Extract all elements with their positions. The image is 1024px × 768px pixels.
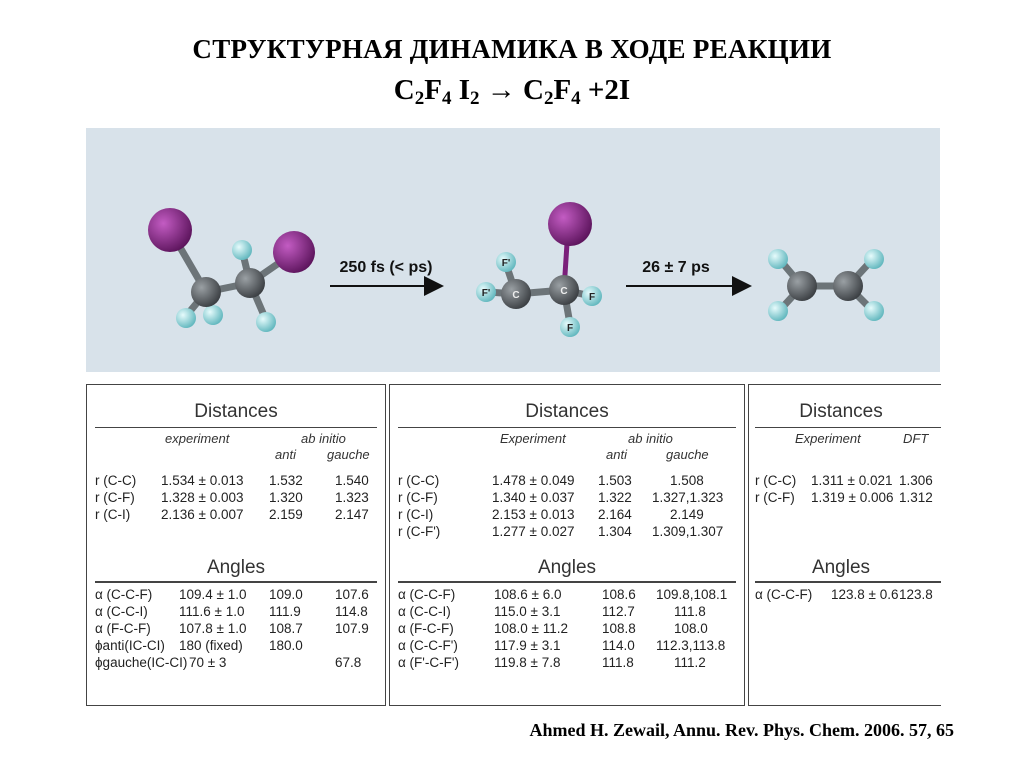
row-exp: 1.534 ± 0.013 <box>161 473 244 488</box>
row-label: α (C-C-I) <box>95 604 148 619</box>
row-anti: 108.7 <box>269 621 303 636</box>
carbon-atom <box>833 271 863 301</box>
row-label: r (C-I) <box>398 507 434 522</box>
divider <box>398 427 736 428</box>
row-exp: 2.136 ± 0.007 <box>161 507 244 522</box>
row-anti: 108.6 <box>602 587 636 602</box>
atom-label: C <box>512 290 520 301</box>
row-exp: 115.0 ± 3.1 <box>494 604 561 619</box>
row-anti: 1.503 <box>598 473 632 488</box>
molecule-product <box>768 249 884 321</box>
molecule-reactant <box>148 208 315 332</box>
product-f-subscript: 4 <box>571 88 581 109</box>
distances-header: Distances <box>799 401 883 422</box>
row-anti: 114.0 <box>602 638 635 653</box>
row-gauche: 109.8,108.1 <box>656 587 728 602</box>
table-reactant <box>86 384 386 706</box>
row-label: α (C-C-F) <box>755 587 813 602</box>
row-exp: 1.311 ± 0.021 <box>811 473 893 488</box>
divider <box>755 581 941 583</box>
row-gauche: 114.8 <box>335 604 368 619</box>
step2-label: 26 ± 7 ps <box>642 259 710 276</box>
carbon-atom <box>787 271 817 301</box>
fluorine-atom <box>176 308 196 328</box>
row-label: ϕgauche(IC-CI) <box>95 655 188 670</box>
atom-label: F' <box>501 258 511 269</box>
row-anti: 108.8 <box>602 621 636 636</box>
row-gauche: 107.9 <box>335 621 369 636</box>
row-gauche: 1.540 <box>335 473 369 488</box>
row-exp: 123.8 ± 0.6 <box>831 587 899 602</box>
row-gauche: 108.0 <box>674 621 708 636</box>
reactant-f-subscript: 4 <box>441 88 452 109</box>
row-gauche: 111.8 <box>674 604 706 619</box>
product-c-subscript: 2 <box>543 88 554 109</box>
row-exp: 111.6 ± 1.0 <box>179 604 245 619</box>
row-label: r (C-C) <box>95 473 137 488</box>
row-gauche: 112.3,113.8 <box>656 638 726 653</box>
col-abinitio: ab initio <box>628 431 673 446</box>
row-exp: 108.0 ± 11.2 <box>494 621 568 636</box>
col-gauche: gauche <box>666 447 709 462</box>
row-exp: 1.328 ± 0.003 <box>161 490 244 505</box>
angles-header: Angles <box>811 557 871 578</box>
distances-header: Distances <box>525 401 609 422</box>
row-label: α (C-C-I) <box>398 604 451 619</box>
row-dft: 1.312 <box>899 490 933 505</box>
row-exp: 1.319 ± 0.006 <box>811 490 894 505</box>
row-gauche: 1.323 <box>335 490 369 505</box>
angles-header: Angles <box>206 557 266 578</box>
row-exp: 180 (fixed) <box>179 638 243 653</box>
row-gauche: 107.6 <box>335 587 369 602</box>
row-exp: 117.9 ± 3.1 <box>494 638 561 653</box>
row-exp: 1.340 ± 0.037 <box>492 490 575 505</box>
row-gauche: 2.149 <box>670 507 704 522</box>
carbon-atom <box>191 277 221 307</box>
row-anti: 1.532 <box>269 473 303 488</box>
col-gauche: gauche <box>327 447 370 462</box>
reaction-equation <box>0 74 1024 107</box>
row-label: r (C-F) <box>755 490 795 505</box>
slide-title: СТРУКТУРНАЯ ДИНАМИКА В ХОДЕ РЕАКЦИИ <box>192 34 832 64</box>
reactant-c: C <box>393 74 415 106</box>
fluorine-atom <box>768 249 788 269</box>
row-label: α (C-C-F') <box>398 638 458 653</box>
row-label: α (F-C-F) <box>398 621 454 636</box>
atom-label: F' <box>481 288 491 299</box>
row-label: α (C-C-F) <box>95 587 153 602</box>
row-exp: 1.277 ± 0.027 <box>492 524 575 539</box>
col-dft: DFT <box>903 431 929 446</box>
row-exp: 1.478 ± 0.049 <box>492 473 575 488</box>
fluorine-atom <box>256 312 276 332</box>
col-experiment: Experiment <box>500 431 566 446</box>
row-anti: 2.164 <box>598 507 632 522</box>
row-gauche: 1.508 <box>670 473 704 488</box>
iodine-atom <box>148 208 192 252</box>
row-gauche: 67.8 <box>335 655 362 670</box>
divider <box>95 581 377 583</box>
product-f: F <box>553 74 572 106</box>
iodine-atom <box>548 202 592 246</box>
col-experiment: Experiment <box>795 431 861 446</box>
col-experiment: experiment <box>165 431 230 446</box>
reactant-i-subscript: 2 <box>469 88 480 109</box>
row-label: α (F'-C-F') <box>398 655 459 670</box>
col-abinitio: ab initio <box>301 431 346 446</box>
row-label: r (C-F) <box>95 490 135 505</box>
row-exp: 70 ± 3 <box>189 655 227 670</box>
reactant-f: F <box>424 74 442 106</box>
row-gauche: 1.327,1.323 <box>652 490 724 505</box>
row-label: α (C-C-F) <box>398 587 456 602</box>
atom-label: F <box>588 292 596 303</box>
divider <box>95 427 377 428</box>
distances-header: Distances <box>194 401 278 422</box>
row-exp: 107.8 ± 1.0 <box>179 621 247 636</box>
col-anti: anti <box>606 447 627 462</box>
reaction-arrow: → <box>479 74 523 106</box>
product-rest: +2I <box>580 74 631 106</box>
angles-header: Angles <box>537 557 597 578</box>
row-label: ϕanti(IC-CI) <box>95 638 165 653</box>
citation: Ahmed H. Zewail, Annu. Rev. Phys. Chem. 2006. 57, 65 <box>529 720 954 740</box>
col-anti: anti <box>275 447 296 462</box>
row-anti: 112.7 <box>602 604 635 619</box>
fluorine-atom <box>864 249 884 269</box>
product-c: C <box>522 74 544 106</box>
divider <box>398 581 736 583</box>
row-anti: 1.320 <box>269 490 303 505</box>
row-dft: 123.8 <box>899 587 933 602</box>
molecule-diagram <box>86 128 940 372</box>
row-label: α (F-C-F) <box>95 621 151 636</box>
fluorine-atom <box>232 240 252 260</box>
carbon-atom <box>235 268 265 298</box>
reactant-c-subscript: 2 <box>414 88 425 109</box>
row-label: r (C-F) <box>398 490 438 505</box>
fluorine-atom <box>203 305 223 325</box>
atom-label: F <box>566 323 574 334</box>
table-intermediate <box>389 384 745 706</box>
row-anti: 109.0 <box>269 587 303 602</box>
row-label: r (C-I) <box>95 507 131 522</box>
row-gauche: 1.309,1.307 <box>652 524 724 539</box>
row-exp: 109.4 ± 1.0 <box>179 587 247 602</box>
row-anti: 111.9 <box>269 604 301 619</box>
fluorine-atom <box>768 301 788 321</box>
fluorine-atom <box>864 301 884 321</box>
row-anti: 1.304 <box>598 524 632 539</box>
row-anti: 111.8 <box>602 655 634 670</box>
molecule-intermediate <box>476 202 602 337</box>
iodine-atom <box>273 231 315 273</box>
row-gauche: 2.147 <box>335 507 369 522</box>
row-anti: 180.0 <box>269 638 303 653</box>
reactant-i: I <box>451 74 470 106</box>
divider <box>755 427 941 428</box>
row-exp: 119.8 ± 7.8 <box>494 655 561 670</box>
row-label: r (C-C) <box>755 473 797 488</box>
step1-label: 250 fs (< ps) <box>339 259 433 276</box>
row-label: r (C-F') <box>398 524 441 539</box>
row-anti: 2.159 <box>269 507 303 522</box>
reaction-figure <box>86 128 940 372</box>
table-product <box>748 384 941 706</box>
row-dft: 1.306 <box>899 473 933 488</box>
row-anti: 1.322 <box>598 490 632 505</box>
atom-label: C <box>560 286 568 297</box>
row-gauche: 111.2 <box>674 655 706 670</box>
row-exp: 108.6 ± 6.0 <box>494 587 562 602</box>
row-exp: 2.153 ± 0.013 <box>492 507 575 522</box>
row-label: r (C-C) <box>398 473 440 488</box>
